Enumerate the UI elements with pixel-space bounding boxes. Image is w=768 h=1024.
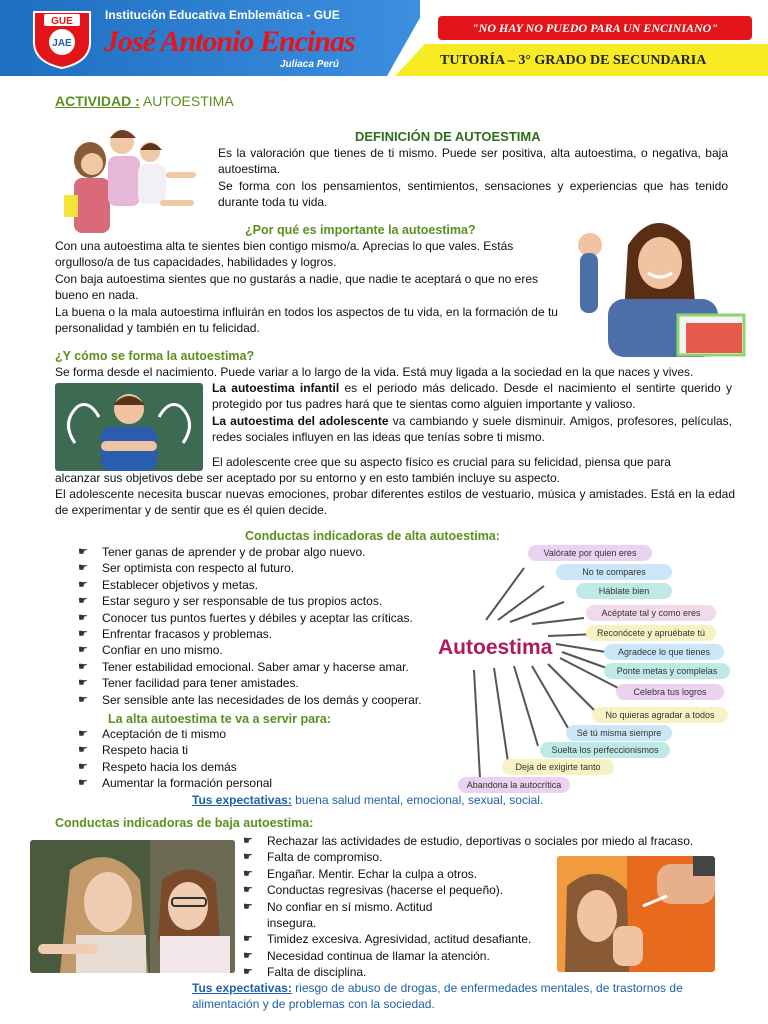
list-item: ☛ Timidez excesiva. Agresividad, actitud desafiante. bbox=[243, 932, 532, 947]
list-item: ☛ Falta de disciplina. bbox=[243, 965, 367, 980]
definition-p2: Se forma con los pensamientos, sentimientos, sensaciones y experiencias que has tenido durante toda tu vida. bbox=[218, 179, 728, 209]
diagram-tag: Valórate por quien eres bbox=[528, 545, 652, 561]
diagram-tag: Háblate bien bbox=[576, 583, 672, 599]
diagram-tag: Sé tú misma siempre bbox=[566, 725, 672, 741]
diagram-tag: Agradece lo que tienes bbox=[604, 644, 724, 660]
high-expectations: Tus expectativas: buena salud mental, emocional, sexual, social. bbox=[192, 793, 544, 807]
list-item: ☛ Confiar en uno mismo. bbox=[78, 643, 223, 658]
low-expectations: Tus expectativas: riesgo de abuso de drogas, de enfermedades mentales, de trastornos de alimentación y de problemas con la sociedad. bbox=[192, 981, 683, 1011]
pointing-hand-icon: ☛ bbox=[78, 578, 88, 591]
pointing-hand-icon: ☛ bbox=[243, 851, 253, 864]
definition-p1: Es la valoración que tienes de ti mismo. Puede ser positiva, alta autoestima, o negativa, baja autoestima. bbox=[218, 146, 728, 176]
page-subtitle: TUTORÍA – 3° GRADO DE SECUNDARIA bbox=[440, 53, 707, 68]
list-item: ☛ Falta de compromiso. bbox=[243, 850, 383, 865]
importance-p3: La buena o la mala autoestima influirán en todos los aspectos de tu vida, en la formación de tu personalidad y también en tu felicidad. bbox=[55, 305, 558, 335]
diagram-tag: Ponte metas y complelas bbox=[604, 663, 730, 679]
formation-p3: El adolescente necesita buscar nuevas emociones, probar diferentes estilos de vestuario, música y amistades. Está en la edad de experimentar y de sentir que es él quien decide. bbox=[55, 487, 735, 517]
pointing-hand-icon: ☛ bbox=[78, 744, 88, 757]
activity-topic: AUTOESTIMA bbox=[142, 93, 234, 109]
logo-top-text: GUE bbox=[51, 16, 73, 27]
diagram-tag: Reconócete y apruébate tú bbox=[586, 625, 716, 641]
list-item: ☛ Respeto hacia ti bbox=[78, 743, 189, 758]
high-list bbox=[78, 545, 458, 709]
diagram-tag: Celebra tus logros bbox=[616, 684, 724, 700]
pointing-hand-icon: ☛ bbox=[243, 884, 253, 897]
pointing-hand-icon: ☛ bbox=[78, 595, 88, 608]
list-item: ☛ Conocer tus puntos fuertes y débiles y aceptar las críticas. bbox=[78, 610, 413, 625]
pointing-hand-icon: ☛ bbox=[78, 546, 88, 558]
list-item: ☛ Engañar. Mentir. Echar la culpa a otros. bbox=[243, 866, 478, 881]
diagram-tag: Deja de exigirte tanto bbox=[502, 759, 614, 775]
pointing-hand-icon: ☛ bbox=[243, 835, 253, 847]
list-item: ☛ Enfrentar fracasos y problemas. bbox=[78, 626, 273, 641]
school-name: José Antonio Encinas bbox=[104, 25, 355, 58]
list-item: ☛ Aceptación de ti mismo bbox=[78, 727, 227, 741]
girl-fist-photo bbox=[568, 205, 752, 357]
pointing-hand-icon: ☛ bbox=[78, 777, 88, 790]
list-item: ☛ Tener ganas de aprender y de probar algo nuevo. bbox=[78, 545, 366, 559]
list-item: ☛ Rechazar las actividades de estudio, deportivas o sociales por miedo al fracaso. bbox=[243, 834, 694, 848]
list-item: ☛ Ser sensible ante las necesidades de los demás y cooperar. bbox=[78, 692, 422, 707]
list-item: ☛ Necesidad continua de llamar la atención. bbox=[243, 948, 490, 963]
list-item: ☛ Estar seguro y ser responsable de tus propios actos. bbox=[78, 594, 383, 609]
autoestima-diagram bbox=[436, 540, 728, 796]
diagram-tag: Acéptate tal y como eres bbox=[586, 605, 716, 621]
list-item: ☛ Establecer objetivos y metas. bbox=[78, 577, 259, 592]
list-item: ☛ Respeto hacia los demás bbox=[78, 759, 237, 774]
diagram-tag: Suelta los perfeccionismos bbox=[540, 742, 670, 758]
pointing-hand-icon: ☛ bbox=[78, 660, 88, 673]
motto-banner: "NO HAY NO PUEDO PARA UN ENCINIANO" bbox=[438, 16, 752, 40]
list-item: ☛ Conductas regresivas (hacerse el pequeño). bbox=[243, 883, 504, 898]
serve-title: La alta autoestima te va a servir para: bbox=[108, 712, 332, 726]
formation-infantil: La autoestima infantil es el periodo más delicado. Desde el nacimiento el sentirte querido y protegido por tus padres hará que te sientas como alguien importante y valioso. bbox=[212, 381, 732, 411]
institution-name: Institución Educativa Emblemática - GUE bbox=[105, 8, 340, 22]
serve-list bbox=[78, 727, 398, 793]
formation-p2a: El adolescente cree que su aspecto físico es crucial para su felicidad, piensa que para bbox=[212, 455, 671, 469]
list-item: ☛ Aumentar la formación personal bbox=[78, 776, 273, 791]
diagram-tag: Abandona la autocrítica bbox=[458, 777, 570, 793]
pointing-hand-icon: ☛ bbox=[243, 949, 253, 962]
pointing-hand-icon: ☛ bbox=[78, 728, 88, 740]
pointing-hand-icon: ☛ bbox=[78, 760, 88, 773]
pointing-hand-icon: ☛ bbox=[78, 627, 88, 640]
list-item: ☛ Tener facilidad para tener amistades. bbox=[78, 676, 299, 691]
pointing-hand-icon: ☛ bbox=[78, 677, 88, 690]
pointing-hand-icon: ☛ bbox=[78, 611, 88, 624]
high-title: Conductas indicadoras de alta autoestima: bbox=[245, 529, 500, 543]
school-logo bbox=[30, 8, 94, 70]
definition-title: DEFINICIÓN DE AUTOESTIMA bbox=[355, 129, 541, 144]
list-item: insegura. bbox=[267, 915, 317, 930]
pointing-hand-icon: ☛ bbox=[243, 966, 253, 979]
formation-p1: Se forma desde el nacimiento. Puede variar a lo largo de la vida. Está muy ligada a la sociedad en la que naces y vives. bbox=[55, 365, 694, 379]
diagram-center-label: Autoestima bbox=[438, 636, 553, 659]
formation-p2b: alcanzar sus objetivos debe ser aceptado por su entorno y en esto también incluye su aspecto. bbox=[55, 471, 560, 485]
pointing-hand-icon: ☛ bbox=[78, 562, 88, 575]
logo-mid-text: JAE bbox=[52, 38, 72, 49]
list-item: ☛ Ser optimista con respecto al futuro. bbox=[78, 561, 295, 576]
pointing-hand-icon: ☛ bbox=[78, 693, 88, 706]
list-item: ☛ Tener estabilidad emocional. Saber amar y hacerse amar. bbox=[78, 659, 409, 674]
city-label: Juliaca Perú bbox=[280, 59, 339, 70]
mother-daughter-photo bbox=[30, 840, 235, 973]
teens-group-photo bbox=[50, 120, 210, 238]
activity-title bbox=[55, 92, 234, 111]
pointing-hand-icon: ☛ bbox=[78, 644, 88, 657]
pointing-hand-icon: ☛ bbox=[243, 867, 253, 880]
low-title: Conductas indicadoras de baja autoestima: bbox=[55, 816, 314, 830]
importance-title: ¿Por qué es importante la autoestima? bbox=[245, 223, 476, 237]
formation-adolescente: La autoestima del adolescente va cambiando y suele disminuir. Amigos, profesores, películas, redes sociales influyen en las ideas que tenías sobre ti mismo. bbox=[212, 414, 732, 444]
girl-stop-gesture-photo bbox=[557, 856, 715, 972]
diagram-tag: No quieras agradar a todos bbox=[592, 707, 728, 723]
formation-title: ¿Y cómo se forma la autoestima? bbox=[55, 349, 255, 363]
importance-p2: Con baja autoestima sientes que no gustarás a nadie, que nadie te aceptará o que no eres bueno en nada. bbox=[55, 272, 539, 302]
activity-label: ACTIVIDAD : bbox=[55, 93, 140, 109]
diagram-tag: No te compares bbox=[556, 564, 672, 580]
importance-p1: Con una autoestima alta te sientes bien contigo mismo/a. Aprecias lo que vales. Estás orgulloso/a de tus capacidades, habilidades y logros. bbox=[55, 239, 514, 269]
boy-chalkboard-photo bbox=[55, 383, 203, 471]
pointing-hand-icon: ☛ bbox=[243, 900, 253, 913]
pointing-hand-icon: ☛ bbox=[243, 933, 253, 946]
list-item: ☛ No confiar en sí mismo. Actitud bbox=[243, 899, 433, 914]
